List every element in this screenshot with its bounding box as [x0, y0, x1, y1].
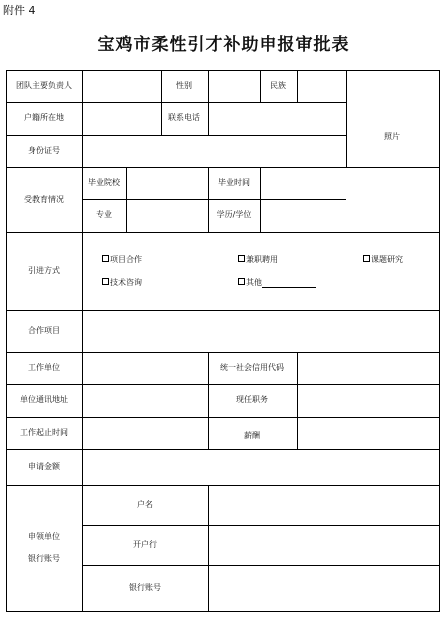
col-line: [161, 70, 162, 135]
label-work-unit: 工作单位: [28, 363, 60, 372]
ethnicity-field[interactable]: [298, 71, 345, 102]
checkbox-icon[interactable]: [363, 255, 370, 262]
label-cooperation-items: 合作项目: [28, 326, 60, 335]
option-other[interactable]: [238, 278, 316, 288]
option-research[interactable]: [363, 255, 403, 265]
current-position-field[interactable]: [298, 385, 438, 416]
label-team-leader: 团队主要负责人: [16, 81, 72, 90]
option-label: 技术咨询: [110, 278, 142, 287]
label-major: 专业: [96, 210, 112, 219]
label-grad-time: 毕业时间: [218, 178, 250, 187]
team-leader-field[interactable]: [83, 71, 160, 102]
border-left: [6, 70, 7, 612]
label-hukou: 户籍所在地: [24, 113, 64, 122]
apply-amount-field[interactable]: [83, 450, 438, 484]
phone-field[interactable]: [209, 103, 345, 134]
label-degree: 学历/学位: [216, 210, 252, 219]
credit-code-field[interactable]: [298, 353, 438, 384]
label-credit-code: 统一社会信用代码: [220, 363, 284, 372]
photo-area[interactable]: [347, 71, 438, 167]
major-field[interactable]: [127, 200, 207, 231]
attachment-label: 附件 4: [3, 4, 36, 17]
work-period-field[interactable]: [83, 418, 207, 449]
option-label: 其他: [246, 278, 262, 287]
label-apply-amount: 申请金额: [28, 462, 60, 471]
hukou-field[interactable]: [83, 103, 160, 134]
option-label: 课题研究: [371, 255, 403, 264]
bank-field[interactable]: [209, 526, 438, 564]
account-number-field[interactable]: [209, 566, 438, 610]
label-bank-account-main: 银行账号: [28, 554, 60, 563]
col-line: [260, 70, 261, 103]
option-label: 项目合作: [110, 255, 142, 264]
checkbox-icon[interactable]: [102, 278, 109, 285]
id-number-field[interactable]: [83, 136, 345, 167]
checkbox-icon[interactable]: [102, 255, 109, 262]
form-title: 宝鸡市柔性引才补助申报审批表: [97, 35, 350, 55]
label-ethnicity: 民族: [270, 81, 286, 90]
label-unit-address: 单位通讯地址: [20, 395, 68, 404]
grad-time-field[interactable]: [261, 168, 438, 199]
degree-field[interactable]: [261, 200, 438, 231]
label-work-period: 工作起止时间: [20, 428, 68, 437]
cooperation-items-field[interactable]: [83, 311, 438, 351]
label-bank: 开户行: [133, 540, 157, 549]
label-bank-account-group: [28, 526, 60, 570]
label-salary: 薪酬: [244, 431, 260, 440]
checkbox-icon[interactable]: [238, 278, 245, 285]
label-account-number: 银行账号: [129, 583, 161, 592]
border-right: [439, 70, 440, 612]
label-school: 毕业院校: [88, 178, 120, 187]
school-field[interactable]: [209, 168, 259, 199]
label-gender: 性别: [176, 81, 192, 90]
option-project-cooperation[interactable]: [102, 255, 142, 265]
label-applying-unit: 申领单位: [28, 532, 60, 541]
label-intro-method: 引进方式: [28, 266, 60, 275]
row-line: [6, 232, 439, 233]
label-account-name: 户名: [137, 500, 153, 509]
label-id-number: 身份证号: [28, 146, 60, 155]
label-education: 受教育情况: [24, 195, 64, 204]
label-photo: 照片: [384, 132, 400, 141]
account-name-field[interactable]: [209, 486, 438, 524]
label-phone: 联系电话: [168, 113, 200, 122]
unit-address-field[interactable]: [83, 385, 207, 416]
gender-field[interactable]: [209, 71, 259, 102]
salary-field[interactable]: [298, 418, 438, 449]
option-label: 兼职聘用: [246, 255, 278, 264]
label-current-position: 现任职务: [236, 395, 268, 404]
option-tech-consulting[interactable]: [102, 278, 142, 288]
col-line: [208, 352, 209, 450]
checkbox-icon[interactable]: [238, 255, 245, 262]
border-bottom: [6, 611, 439, 612]
other-blank-line[interactable]: [262, 279, 316, 288]
option-part-time[interactable]: [238, 255, 278, 265]
work-unit-field[interactable]: [83, 353, 207, 384]
